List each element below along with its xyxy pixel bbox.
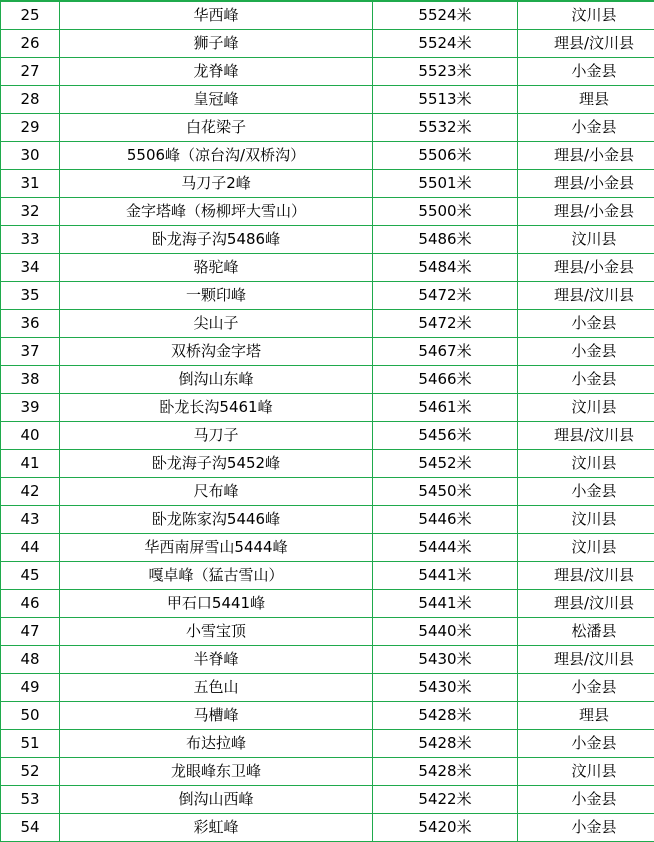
table-row bbox=[1, 534, 654, 562]
cell-county: 汶川县 bbox=[518, 1, 654, 30]
cell-rank: 53 bbox=[1, 786, 60, 814]
cell-name: 布达拉峰 bbox=[60, 730, 373, 758]
cell-name: 皇冠峰 bbox=[60, 86, 373, 114]
cell-county: 汶川县 bbox=[518, 534, 654, 562]
table-row bbox=[1, 86, 654, 114]
cell-name: 倒沟山西峰 bbox=[60, 786, 373, 814]
cell-county: 汶川县 bbox=[518, 506, 654, 534]
cell-county: 理县/小金县 bbox=[518, 198, 654, 226]
cell-name: 小雪宝顶 bbox=[60, 618, 373, 646]
cell-name: 龙眼峰东卫峰 bbox=[60, 758, 373, 786]
cell-height: 5422米 bbox=[373, 786, 518, 814]
cell-rank: 46 bbox=[1, 590, 60, 618]
cell-name: 华西峰 bbox=[60, 1, 373, 30]
cell-height: 5440米 bbox=[373, 618, 518, 646]
table-row bbox=[1, 142, 654, 170]
table-row bbox=[1, 422, 654, 450]
cell-rank: 30 bbox=[1, 142, 60, 170]
cell-name: 双桥沟金字塔 bbox=[60, 338, 373, 366]
cell-county: 汶川县 bbox=[518, 226, 654, 254]
cell-county: 理县/汶川县 bbox=[518, 30, 654, 58]
table-row bbox=[1, 226, 654, 254]
cell-county: 汶川县 bbox=[518, 394, 654, 422]
cell-county: 理县/汶川县 bbox=[518, 282, 654, 310]
cell-name: 尺布峰 bbox=[60, 478, 373, 506]
cell-height: 5513米 bbox=[373, 86, 518, 114]
cell-height: 5523米 bbox=[373, 58, 518, 86]
cell-height: 5524米 bbox=[373, 30, 518, 58]
table-row bbox=[1, 198, 654, 226]
cell-height: 5441米 bbox=[373, 590, 518, 618]
cell-height: 5472米 bbox=[373, 310, 518, 338]
cell-name: 马槽峰 bbox=[60, 702, 373, 730]
cell-name: 骆驼峰 bbox=[60, 254, 373, 282]
cell-rank: 47 bbox=[1, 618, 60, 646]
cell-name: 卧龙海子沟5486峰 bbox=[60, 226, 373, 254]
cell-county: 汶川县 bbox=[518, 758, 654, 786]
cell-name: 尖山子 bbox=[60, 310, 373, 338]
cell-county: 汶川县 bbox=[518, 450, 654, 478]
cell-county: 理县/汶川县 bbox=[518, 562, 654, 590]
cell-county: 小金县 bbox=[518, 338, 654, 366]
cell-rank: 49 bbox=[1, 674, 60, 702]
cell-height: 5501米 bbox=[373, 170, 518, 198]
cell-rank: 29 bbox=[1, 114, 60, 142]
table-row bbox=[1, 646, 654, 674]
cell-rank: 32 bbox=[1, 198, 60, 226]
table-row bbox=[1, 170, 654, 198]
table-body bbox=[1, 1, 654, 842]
cell-county: 理县 bbox=[518, 86, 654, 114]
cell-height: 5461米 bbox=[373, 394, 518, 422]
cell-height: 5500米 bbox=[373, 198, 518, 226]
table-row bbox=[1, 590, 654, 618]
cell-height: 5467米 bbox=[373, 338, 518, 366]
table-row bbox=[1, 786, 654, 814]
cell-height: 5446米 bbox=[373, 506, 518, 534]
table-row bbox=[1, 394, 654, 422]
cell-county: 小金县 bbox=[518, 814, 654, 842]
cell-rank: 34 bbox=[1, 254, 60, 282]
cell-name: 金字塔峰（杨柳坪大雪山） bbox=[60, 198, 373, 226]
cell-name: 马刀子 bbox=[60, 422, 373, 450]
cell-county: 理县 bbox=[518, 702, 654, 730]
cell-name: 卧龙海子沟5452峰 bbox=[60, 450, 373, 478]
table-row bbox=[1, 702, 654, 730]
table-row bbox=[1, 1, 654, 30]
cell-name: 5506峰（凉台沟/双桥沟） bbox=[60, 142, 373, 170]
cell-county: 松潘县 bbox=[518, 618, 654, 646]
cell-rank: 45 bbox=[1, 562, 60, 590]
cell-height: 5472米 bbox=[373, 282, 518, 310]
cell-rank: 50 bbox=[1, 702, 60, 730]
cell-rank: 41 bbox=[1, 450, 60, 478]
cell-county: 小金县 bbox=[518, 674, 654, 702]
cell-height: 5466米 bbox=[373, 366, 518, 394]
table-row bbox=[1, 310, 654, 338]
cell-county: 小金县 bbox=[518, 786, 654, 814]
cell-rank: 43 bbox=[1, 506, 60, 534]
cell-county: 小金县 bbox=[518, 58, 654, 86]
cell-rank: 33 bbox=[1, 226, 60, 254]
cell-rank: 27 bbox=[1, 58, 60, 86]
cell-name: 华西南屏雪山5444峰 bbox=[60, 534, 373, 562]
cell-height: 5428米 bbox=[373, 730, 518, 758]
cell-name: 嘎卓峰（猛古雪山） bbox=[60, 562, 373, 590]
cell-rank: 37 bbox=[1, 338, 60, 366]
table-row bbox=[1, 618, 654, 646]
cell-height: 5441米 bbox=[373, 562, 518, 590]
cell-county: 理县/小金县 bbox=[518, 170, 654, 198]
cell-rank: 31 bbox=[1, 170, 60, 198]
cell-height: 5506米 bbox=[373, 142, 518, 170]
table-row bbox=[1, 730, 654, 758]
cell-height: 5428米 bbox=[373, 758, 518, 786]
cell-rank: 54 bbox=[1, 814, 60, 842]
cell-name: 马刀子2峰 bbox=[60, 170, 373, 198]
cell-height: 5430米 bbox=[373, 674, 518, 702]
cell-rank: 35 bbox=[1, 282, 60, 310]
cell-rank: 44 bbox=[1, 534, 60, 562]
table-row bbox=[1, 254, 654, 282]
cell-height: 5452米 bbox=[373, 450, 518, 478]
cell-name: 龙脊峰 bbox=[60, 58, 373, 86]
cell-height: 5486米 bbox=[373, 226, 518, 254]
table-row bbox=[1, 478, 654, 506]
cell-name: 白花梁子 bbox=[60, 114, 373, 142]
cell-name: 半脊峰 bbox=[60, 646, 373, 674]
cell-name: 五色山 bbox=[60, 674, 373, 702]
table-row bbox=[1, 674, 654, 702]
table-row bbox=[1, 338, 654, 366]
cell-county: 小金县 bbox=[518, 478, 654, 506]
cell-county: 小金县 bbox=[518, 730, 654, 758]
table-row bbox=[1, 758, 654, 786]
cell-name: 卧龙陈家沟5446峰 bbox=[60, 506, 373, 534]
cell-name: 一颗印峰 bbox=[60, 282, 373, 310]
cell-height: 5428米 bbox=[373, 702, 518, 730]
table-row bbox=[1, 450, 654, 478]
cell-county: 理县/汶川县 bbox=[518, 646, 654, 674]
cell-county: 理县/汶川县 bbox=[518, 590, 654, 618]
cell-rank: 51 bbox=[1, 730, 60, 758]
cell-rank: 52 bbox=[1, 758, 60, 786]
cell-height: 5484米 bbox=[373, 254, 518, 282]
cell-height: 5532米 bbox=[373, 114, 518, 142]
cell-rank: 42 bbox=[1, 478, 60, 506]
table-row bbox=[1, 58, 654, 86]
cell-name: 卧龙长沟5461峰 bbox=[60, 394, 373, 422]
cell-county: 理县/小金县 bbox=[518, 142, 654, 170]
cell-rank: 38 bbox=[1, 366, 60, 394]
cell-height: 5430米 bbox=[373, 646, 518, 674]
cell-name: 甲石口5441峰 bbox=[60, 590, 373, 618]
cell-county: 小金县 bbox=[518, 310, 654, 338]
cell-county: 小金县 bbox=[518, 366, 654, 394]
cell-rank: 36 bbox=[1, 310, 60, 338]
table-row bbox=[1, 282, 654, 310]
table-row bbox=[1, 114, 654, 142]
cell-county: 小金县 bbox=[518, 114, 654, 142]
cell-name: 狮子峰 bbox=[60, 30, 373, 58]
table-row bbox=[1, 814, 654, 842]
cell-county: 理县/小金县 bbox=[518, 254, 654, 282]
cell-height: 5456米 bbox=[373, 422, 518, 450]
cell-height: 5444米 bbox=[373, 534, 518, 562]
cell-height: 5524米 bbox=[373, 1, 518, 30]
cell-name: 倒沟山东峰 bbox=[60, 366, 373, 394]
table-row bbox=[1, 366, 654, 394]
cell-rank: 26 bbox=[1, 30, 60, 58]
cell-rank: 40 bbox=[1, 422, 60, 450]
table-row bbox=[1, 30, 654, 58]
cell-height: 5420米 bbox=[373, 814, 518, 842]
cell-height: 5450米 bbox=[373, 478, 518, 506]
table-row bbox=[1, 506, 654, 534]
cell-name: 彩虹峰 bbox=[60, 814, 373, 842]
table-row bbox=[1, 562, 654, 590]
cell-rank: 25 bbox=[1, 1, 60, 30]
cell-rank: 48 bbox=[1, 646, 60, 674]
cell-rank: 28 bbox=[1, 86, 60, 114]
cell-rank: 39 bbox=[1, 394, 60, 422]
cell-county: 理县/汶川县 bbox=[518, 422, 654, 450]
